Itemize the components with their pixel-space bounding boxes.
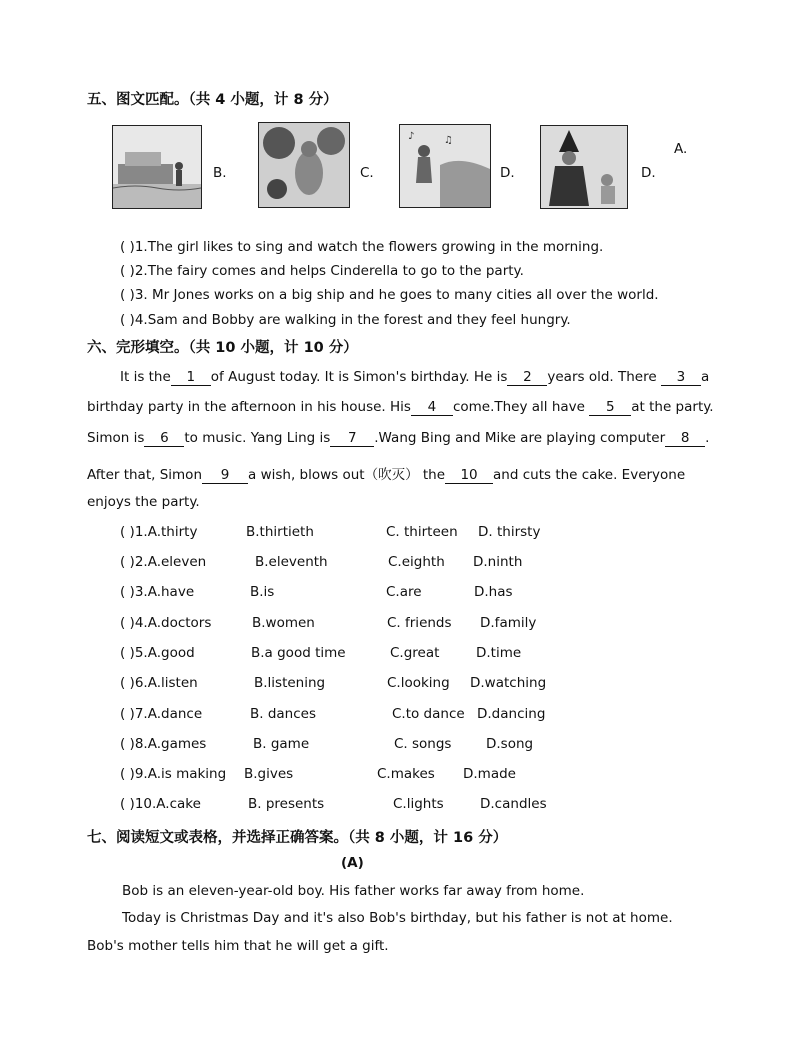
option-b: B.a good time [251, 645, 346, 661]
svg-text:♪: ♪ [408, 131, 415, 142]
option-d: D.ninth [473, 554, 523, 570]
option-d: D.song [486, 736, 534, 752]
picture-forest [258, 122, 350, 208]
blank-2[interactable]: 2 [507, 370, 547, 386]
section5-title: 五、图文匹配。（共 4 小题，计 8 分） [87, 92, 338, 108]
option-row-question: ( )6.A.listen [120, 675, 198, 691]
section7-title: 七、阅读短文或表格，并选择正确答案。（共 8 小题，计 16 分） [87, 830, 508, 846]
svg-text:♫: ♫ [444, 135, 453, 146]
option-row-question: ( )2.A.eleven [120, 554, 207, 570]
blank-8[interactable]: 8 [665, 431, 705, 447]
option-d: D. thirsty [478, 524, 541, 540]
option-c: C.makes [377, 766, 435, 782]
pic-label-d: D. [500, 165, 515, 181]
reading-paragraph: Bob's mother tells him that he will get a gift. [87, 938, 389, 954]
option-row-question: ( )3.A.have [120, 584, 195, 600]
option-row-question: ( )8.A.games [120, 736, 207, 752]
option-row-question: ( )5.A.good [120, 645, 195, 661]
blank-1[interactable]: 1 [171, 370, 211, 386]
option-c: C.lights [393, 796, 444, 812]
option-b: B.thirtieth [246, 524, 314, 540]
option-b: B.listening [254, 675, 326, 691]
option-c: C.to dance [392, 706, 465, 722]
option-b: B.eleventh [255, 554, 328, 570]
option-d: D.dancing [477, 706, 546, 722]
pic-label-d2: D. [641, 165, 656, 181]
option-b: B.gives [244, 766, 294, 782]
option-row-question: ( )7.A.dance [120, 706, 203, 722]
option-b: B. presents [248, 796, 325, 812]
blank-7[interactable]: 7 [330, 431, 374, 447]
picture-ship [112, 125, 202, 209]
passage-line: birthday party in the afternoon in his house. His 4 come.They all have 5 at the party. [87, 399, 714, 415]
option-d: D.candles [480, 796, 547, 812]
option-b: B. game [253, 736, 310, 752]
pic-label-a: A. [674, 141, 688, 157]
option-c: C.great [390, 645, 440, 661]
option-c: C. songs [394, 736, 452, 752]
option-c: C.looking [387, 675, 450, 691]
picture-girl-singing [399, 124, 491, 208]
question-item: ( )3. Mr Jones works on a big ship and he goes to many cities all over the world. [120, 287, 659, 303]
option-d: D.family [480, 615, 537, 631]
reading-paragraph: Bob is an eleven-year-old boy. His father works far away from home. [122, 883, 585, 899]
option-row-question: ( )10.A.cake [120, 796, 201, 812]
option-row-question: ( )1.A.thirty [120, 524, 198, 540]
section6-title: 六、完形填空。（共 10 小题，计 10 分） [87, 340, 358, 356]
question-item: ( )4.Sam and Bobby are walking in the forest and they feel hungry. [120, 312, 571, 328]
reading-paragraph: Today is Christmas Day and it's also Bob's birthday, but his father is not at home. [122, 910, 673, 926]
option-b: B.is [250, 584, 275, 600]
pic-label-c: C. [360, 165, 374, 181]
option-c: C. friends [387, 615, 452, 631]
blank-6[interactable]: 6 [144, 431, 184, 447]
picture-fairy [540, 125, 628, 209]
reading-subtitle: (A) [341, 855, 364, 871]
blank-10[interactable]: 10 [445, 468, 493, 484]
option-d: D.watching [470, 675, 547, 691]
pic-label-b: B. [213, 165, 227, 181]
passage-line: enjoys the party. [87, 494, 200, 510]
blank-5[interactable]: 5 [589, 400, 631, 416]
question-item: ( )2.The fairy comes and helps Cinderella to go to the party. [120, 263, 524, 279]
passage-line: After that, Simon 9 a wish, blows out（吹灭） the 10 and cuts the cake. Everyone [87, 467, 686, 483]
option-c: C.eighth [388, 554, 445, 570]
question-item: ( )1.The girl likes to sing and watch the flowers growing in the morning. [120, 239, 604, 255]
option-c: C. thirteen [386, 524, 458, 540]
option-b: B. dances [250, 706, 317, 722]
option-d: D.has [474, 584, 513, 600]
blank-4[interactable]: 4 [411, 400, 453, 416]
blank-9[interactable]: 9 [202, 468, 248, 484]
option-b: B.women [252, 615, 315, 631]
option-row-question: ( )9.A.is making [120, 766, 227, 782]
option-c: C.are [386, 584, 422, 600]
option-d: D.time [476, 645, 522, 661]
blank-3[interactable]: 3 [661, 370, 701, 386]
passage-line: Simon is 6 to music. Yang Ling is 7 .Wang Bing and Mike are playing computer 8 . [87, 430, 710, 446]
option-d: D.made [463, 766, 516, 782]
passage-line: It is the 1 of August today. It is Simon's birthday. He is 2 years old. There 3 a [120, 369, 710, 385]
option-row-question: ( )4.A.doctors [120, 615, 212, 631]
